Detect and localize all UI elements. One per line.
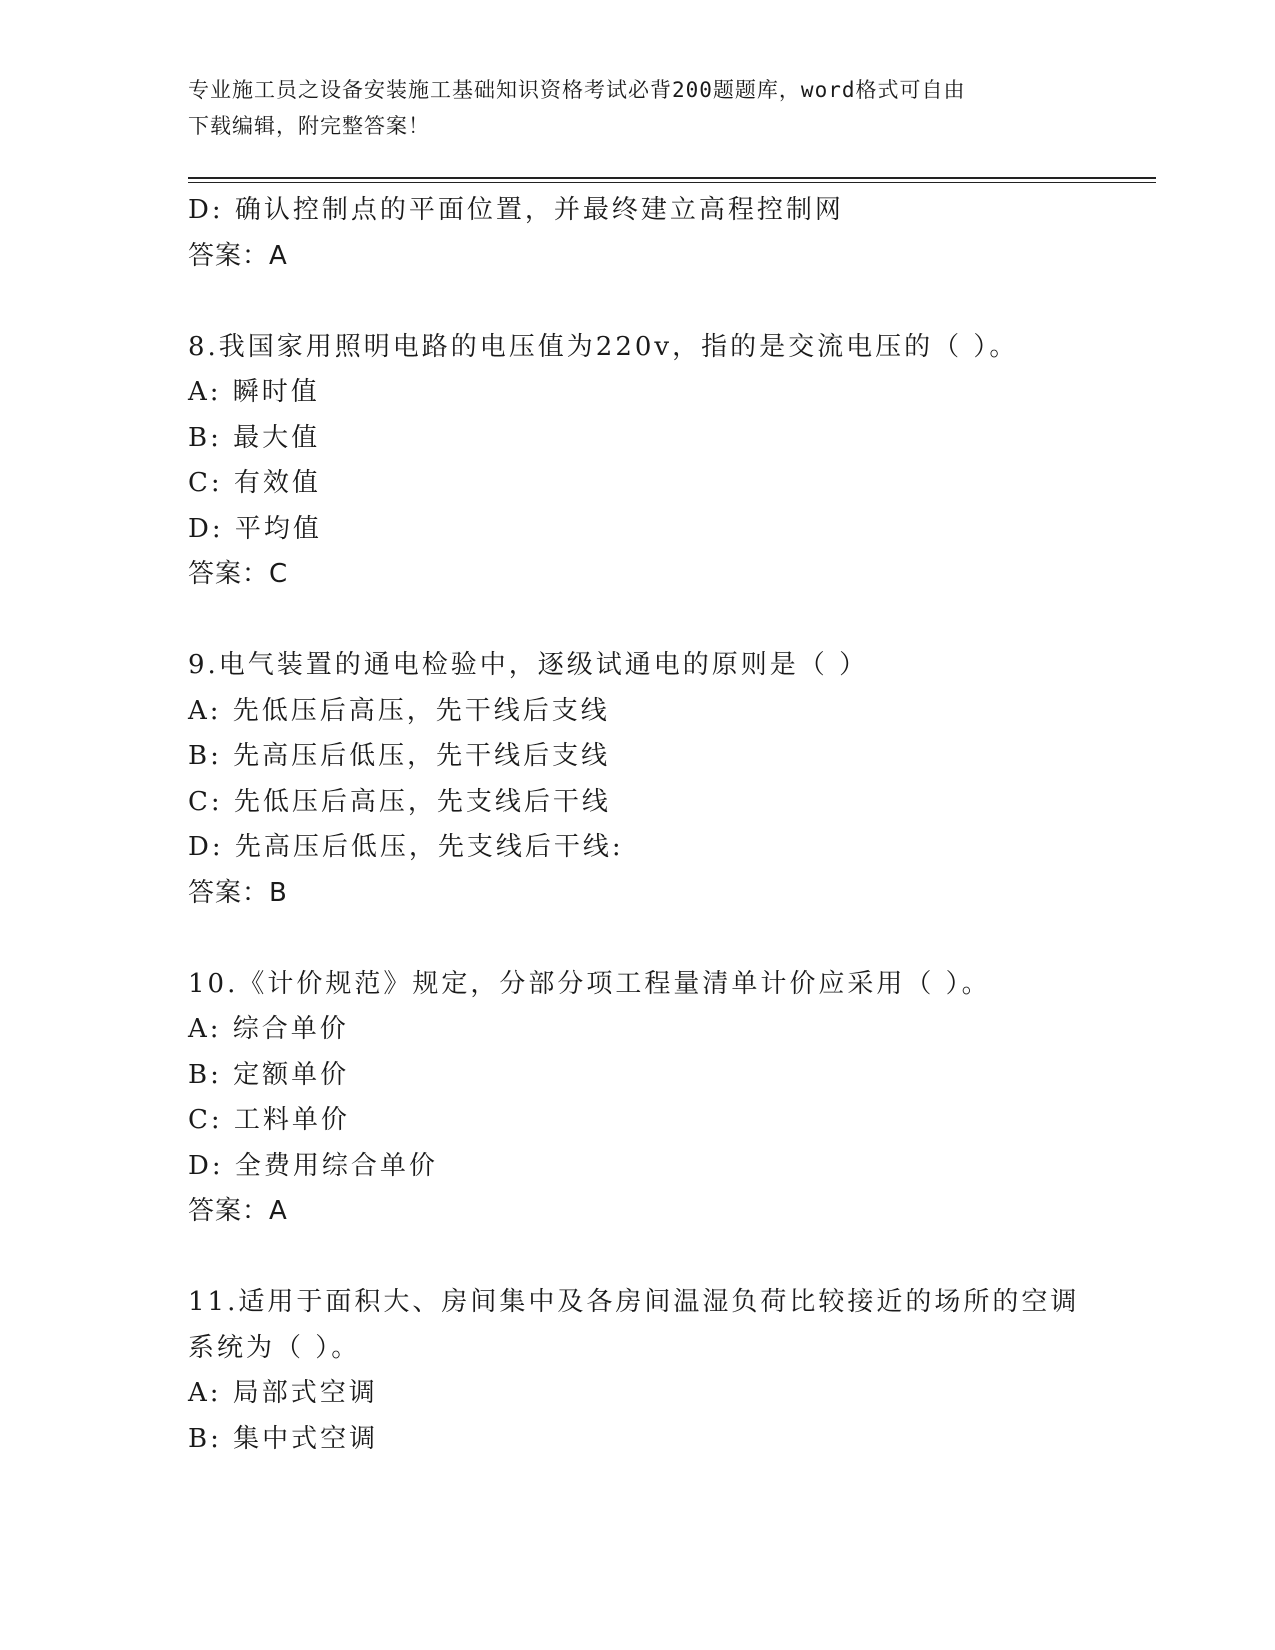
question-10-stem: 10.《计价规范》规定，分部分项工程量清单计价应采用（ ）。 [188,968,991,999]
question-11-stem-line-2: 系统为（ ）。 [188,1332,361,1363]
header-divider-thin [188,182,1156,183]
question-11-option-a: A: 局部式空调 [188,1378,378,1408]
header-divider-thick [188,177,1156,179]
header-line-1: 专业施工员之设备安装施工基础知识资格考试必背200题题库，word格式可自由 [188,78,966,102]
question-9-option-a: A: 先低压后高压，先干线后支线 [188,695,610,726]
question-9-answer: 答案：B [188,877,288,908]
question-10-option-b: B: 定额单价 [188,1059,350,1090]
spacer [188,279,1148,325]
question-9-option-d: D: 先高压后低压，先支线后干线: [188,832,624,862]
question-11-stem-line-1: 11.适用于面积大、房间集中及各房间温湿负荷比较接近的场所的空调 [188,1287,1080,1317]
question-7-answer: 答案：A [188,240,288,271]
question-10-option-d: D: 全费用综合单价 [188,1150,438,1181]
question-9-option-c: C: 先低压后高压，先支线后干线 [188,786,611,817]
spacer [188,916,1148,962]
question-8-stem: 8.我国家用照明电路的电压值为220v，指的是交流电压的（ ）。 [188,331,1019,362]
spacer [188,598,1148,644]
question-8-option-c: C: 有效值 [188,468,321,498]
question-9-option-b: B: 先高压后低压，先干线后支线 [188,741,611,771]
question-10-option-a: A: 综合单价 [188,1014,349,1044]
question-8-option-b: B: 最大值 [188,422,321,453]
question-10-answer: 答案：A [188,1196,288,1226]
question-11-option-b: B: 集中式空调 [188,1423,379,1454]
question-8-option-d: D: 平均值 [188,513,322,544]
question-7-option-d: D: 确认控制点的平面位置，并最终建立高程控制网 [188,195,844,225]
document-body [188,188,1148,1462]
question-8-answer: 答案：C [188,559,289,589]
question-8-option-a: A: 瞬时值 [188,377,320,407]
document-header [188,72,1088,144]
question-10-option-c: C: 工料单价 [188,1105,350,1135]
header-line-2: 下载编辑，附完整答案！ [188,114,430,138]
question-9-stem: 9.电气装置的通电检验中，逐级试通电的原则是（ ） [188,650,869,680]
spacer [188,1235,1148,1281]
